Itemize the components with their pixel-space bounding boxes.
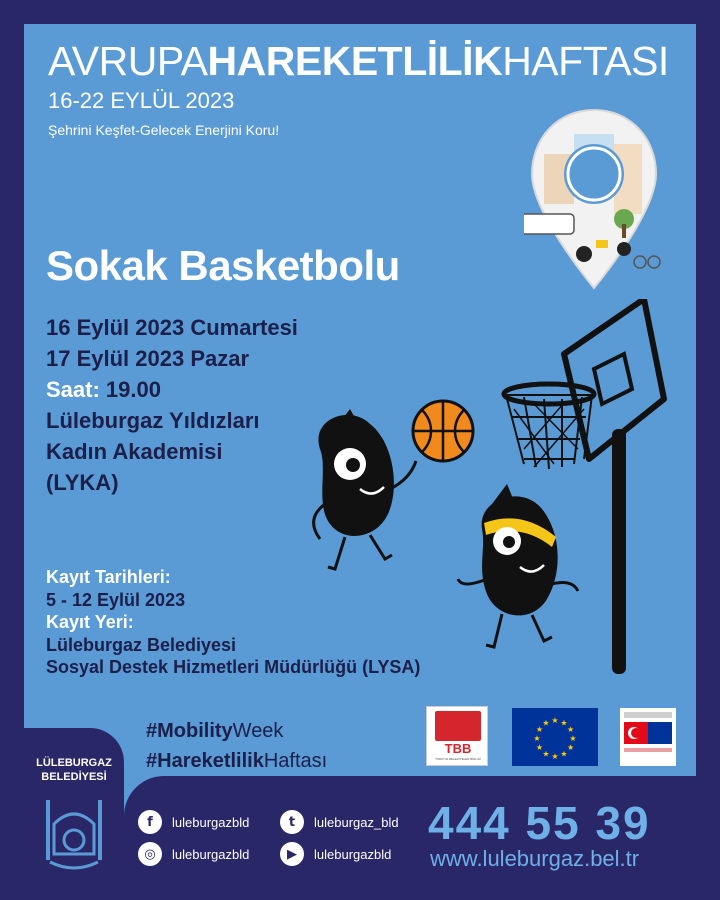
slogan: Şehrini Keşfet-Gelecek Enerjini Koru! (48, 122, 280, 138)
municipality-name-line-1: LÜLEBURGAZ (36, 757, 112, 769)
eu-star-icon: ★ (542, 718, 550, 728)
event-date-1: 16 Eylül 2023 Cumartesi (46, 315, 298, 340)
event-time (46, 374, 298, 405)
municipality-emblem-icon (40, 794, 108, 874)
phone-number[interactable]: 444 55 39 (428, 797, 651, 849)
eu-star-icon: ★ (569, 734, 577, 743)
footer-bar (124, 776, 696, 876)
campaign-dates: 16-22 EYLÜL 2023 (48, 88, 235, 113)
title-prefix: AVRUPA (48, 38, 208, 84)
instagram-link[interactable]: ◎ luleburgazbld (138, 842, 249, 866)
event-date-2: 17 Eylül 2023 Pazar (46, 346, 250, 371)
municipality-logo (24, 728, 124, 876)
website-link[interactable]: www.luleburgaz.bel.tr (430, 846, 640, 871)
facebook-icon: f (138, 810, 162, 834)
time-value: 19.00 (105, 377, 161, 402)
tbb-logo: TBB TÜRKİYE BELEDİYELER BİRLİĞİ (426, 706, 488, 766)
hashtag-mobility-week: #MobilityWeek (146, 720, 284, 742)
hashtags (146, 716, 327, 776)
venue-line-3: (LYKA) (46, 470, 119, 495)
eu-star-icon: ★ (533, 734, 541, 743)
youtube-link[interactable]: ▶ luleburgazbld (280, 842, 391, 866)
eu-star-icon: ★ (551, 752, 559, 761)
title-bold: HAREKETLİLİK (207, 38, 503, 84)
time-label: Saat: (46, 377, 100, 402)
registration-info (46, 566, 420, 679)
eu-star-icon: ★ (535, 725, 543, 734)
character-left-illustration (290, 409, 430, 579)
venue-line-1: Lüleburgaz Yıldızları (46, 408, 260, 433)
eu-star-icon: ★ (567, 743, 575, 752)
hashtag-hareketlilik: #HareketlilikHaftası (146, 750, 328, 772)
facebook-link[interactable]: f luleburgazbld (138, 810, 249, 834)
registration-place-label: Kayıt Yeri: (46, 612, 134, 632)
twitter-link[interactable]: t luleburgaz_bld (280, 810, 399, 834)
poster (24, 24, 696, 876)
instagram-icon: ◎ (138, 842, 162, 866)
youtube-icon: ▶ (280, 842, 304, 866)
venue-line-2: Kadın Akademisi (46, 439, 223, 464)
turkey-ministry-logo (620, 708, 676, 766)
event-title: Sokak Basketbolu (46, 242, 400, 289)
municipality-name-line-2: BELEDİYESİ (41, 771, 107, 783)
registration-place-line-2: Sosyal Destek Hizmetleri Müdürlüğü (LYSA) (46, 657, 421, 677)
character-right-illustration (452, 479, 582, 654)
eu-star-icon: ★ (542, 749, 550, 759)
eu-star-icon: ★ (535, 743, 543, 752)
title-suffix: HAFTASI (502, 38, 669, 84)
eu-star-icon: ★ (567, 725, 575, 734)
location-pin-illustration (524, 104, 664, 294)
registration-dates-value: 5 - 12 Eylül 2023 (46, 589, 186, 610)
eu-star-icon: ★ (551, 716, 559, 725)
eu-star-icon: ★ (560, 749, 568, 759)
event-details (46, 312, 298, 498)
eu-star-icon: ★ (560, 718, 568, 728)
registration-dates-label: Kayıt Tarihleri: (46, 567, 171, 587)
campaign-title (48, 38, 669, 85)
twitter-icon: t (280, 810, 304, 834)
registration-place-line-1: Lüleburgaz Belediyesi (46, 634, 237, 655)
eu-flag-logo (512, 708, 598, 766)
